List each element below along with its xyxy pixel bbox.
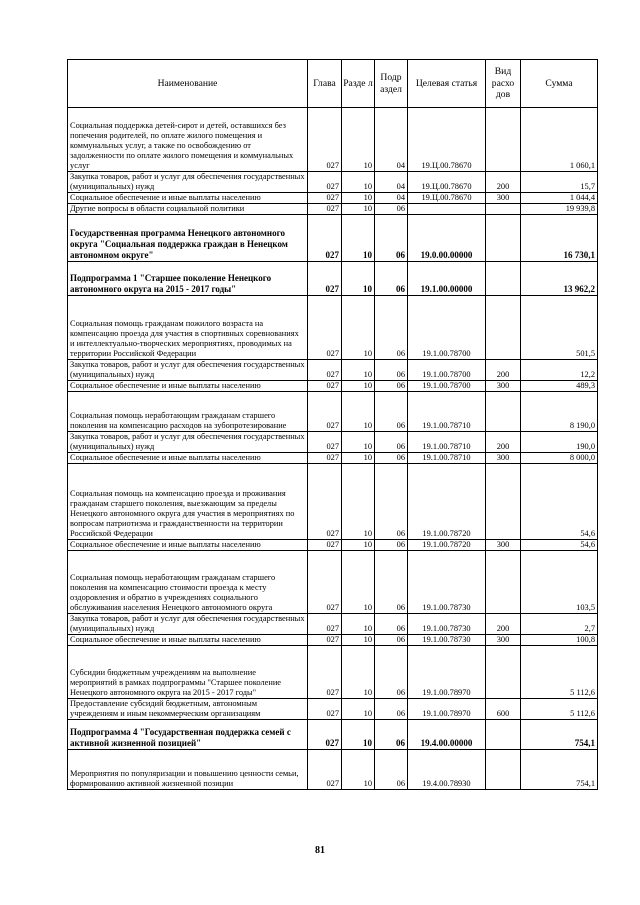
cell-name: Социальная помощь гражданам пожилого возраста на компенсацию проезда для участия в спортивных соревнованиях и интеллектуально-творческих мероприятиях, проводимых на территории Российской Федерации xyxy=(68,296,308,360)
cell-section: 10 xyxy=(342,296,375,360)
col-header-name: Наименование xyxy=(68,60,308,108)
cell-type: 200 xyxy=(486,432,521,453)
cell-target: 19.1.00.78970 xyxy=(408,699,486,720)
table-row xyxy=(68,699,598,720)
cell-subsection: 06 xyxy=(375,551,408,614)
cell-subsection: 06 xyxy=(375,646,408,699)
cell-sum: 754,1 xyxy=(521,750,598,790)
cell-target: 19.Ц.00.78670 xyxy=(408,172,486,193)
cell-subsection: 06 xyxy=(375,262,408,296)
col-header-subsection: Подр аздел xyxy=(375,60,408,108)
cell-chapter: 027 xyxy=(308,215,342,262)
cell-sum: 15,7 xyxy=(521,172,598,193)
cell-sum: 190,0 xyxy=(521,432,598,453)
cell-chapter: 027 xyxy=(308,108,342,172)
cell-sum: 8 190,0 xyxy=(521,392,598,432)
cell-subsection: 06 xyxy=(375,464,408,540)
table-row xyxy=(68,392,598,432)
cell-type: 300 xyxy=(486,193,521,204)
cell-sum: 103,5 xyxy=(521,551,598,614)
cell-subsection: 06 xyxy=(375,392,408,432)
cell-target: 19.4.00.78930 xyxy=(408,750,486,790)
cell-target: 19.Ц.00.78670 xyxy=(408,193,486,204)
cell-type xyxy=(486,750,521,790)
cell-subsection: 06 xyxy=(375,204,408,215)
cell-subsection: 06 xyxy=(375,453,408,464)
cell-type: 300 xyxy=(486,635,521,646)
cell-type: 300 xyxy=(486,381,521,392)
cell-name: Социальное обеспечение и иные выплаты населению xyxy=(68,540,308,551)
cell-type xyxy=(486,296,521,360)
cell-target: 19.4.00.00000 xyxy=(408,720,486,750)
cell-type: 200 xyxy=(486,360,521,381)
cell-type: 200 xyxy=(486,172,521,193)
cell-chapter: 027 xyxy=(308,381,342,392)
cell-subsection: 06 xyxy=(375,360,408,381)
table-row xyxy=(68,360,598,381)
cell-sum: 19 939,8 xyxy=(521,204,598,215)
col-header-type: Вид расхо дов xyxy=(486,60,521,108)
cell-name: Социальное обеспечение и иные выплаты населению xyxy=(68,193,308,204)
table-row xyxy=(68,453,598,464)
table-row xyxy=(68,720,598,750)
cell-name: Социальная помощь неработающим гражданам старшего поколения на компенсацию расходов на зубопротезирование xyxy=(68,392,308,432)
cell-sum: 5 112,6 xyxy=(521,699,598,720)
cell-target: 19.1.00.78700 xyxy=(408,360,486,381)
cell-type: 600 xyxy=(486,699,521,720)
cell-subsection: 06 xyxy=(375,381,408,392)
cell-section: 10 xyxy=(342,193,375,204)
cell-sum: 16 730,1 xyxy=(521,215,598,262)
cell-type xyxy=(486,464,521,540)
cell-target: 19.Ц.00.78670 xyxy=(408,108,486,172)
cell-type xyxy=(486,392,521,432)
cell-chapter: 027 xyxy=(308,360,342,381)
page-number: 81 xyxy=(315,845,325,856)
cell-type: 300 xyxy=(486,540,521,551)
cell-subsection: 04 xyxy=(375,172,408,193)
cell-chapter: 027 xyxy=(308,540,342,551)
cell-target: 19.1.00.78730 xyxy=(408,635,486,646)
cell-section: 10 xyxy=(342,172,375,193)
cell-name: Социальное обеспечение и иные выплаты населению xyxy=(68,635,308,646)
cell-sum: 8 000,0 xyxy=(521,453,598,464)
cell-name: Подпрограмма 4 "Государственная поддержка семей с активной жизненной позицией" xyxy=(68,720,308,750)
cell-name: Другие вопросы в области социальной политики xyxy=(68,204,308,215)
cell-subsection: 06 xyxy=(375,215,408,262)
table-row xyxy=(68,262,598,296)
cell-type xyxy=(486,108,521,172)
cell-sum: 12,2 xyxy=(521,360,598,381)
cell-name: Социальная помощь неработающим гражданам старшего поколения на компенсацию стоимости проезда к месту оздоровления и обратно в учреждениях социального обслуживания населения Ненецкого автономного округа xyxy=(68,551,308,614)
cell-section: 10 xyxy=(342,215,375,262)
cell-section: 10 xyxy=(342,720,375,750)
cell-target: 19.1.00.78720 xyxy=(408,540,486,551)
cell-chapter: 027 xyxy=(308,172,342,193)
cell-subsection: 04 xyxy=(375,108,408,172)
cell-chapter: 027 xyxy=(308,750,342,790)
cell-section: 10 xyxy=(342,360,375,381)
col-header-section: Разде л xyxy=(342,60,375,108)
col-header-target: Целевая статья xyxy=(408,60,486,108)
cell-target: 19.1.00.78710 xyxy=(408,453,486,464)
cell-subsection: 06 xyxy=(375,750,408,790)
table-row xyxy=(68,296,598,360)
cell-target: 19.1.00.78970 xyxy=(408,646,486,699)
cell-chapter: 027 xyxy=(308,635,342,646)
cell-target: 19.1.00.78710 xyxy=(408,392,486,432)
cell-section: 10 xyxy=(342,635,375,646)
cell-sum: 100,8 xyxy=(521,635,598,646)
table-row xyxy=(68,750,598,790)
cell-section: 10 xyxy=(342,432,375,453)
cell-name: Закупка товаров, работ и услуг для обеспечения государственных (муниципальных) нужд xyxy=(68,360,308,381)
cell-section: 10 xyxy=(342,614,375,635)
col-header-chapter: Глава xyxy=(308,60,342,108)
cell-section: 10 xyxy=(342,540,375,551)
cell-name: Закупка товаров, работ и услуг для обеспечения государственных (муниципальных) нужд xyxy=(68,614,308,635)
cell-subsection: 06 xyxy=(375,699,408,720)
cell-section: 10 xyxy=(342,699,375,720)
cell-sum: 754,1 xyxy=(521,720,598,750)
cell-type xyxy=(486,646,521,699)
cell-subsection: 06 xyxy=(375,635,408,646)
cell-sum: 1 060,1 xyxy=(521,108,598,172)
cell-section: 10 xyxy=(342,646,375,699)
cell-subsection: 06 xyxy=(375,540,408,551)
cell-target: 19.1.00.78730 xyxy=(408,614,486,635)
cell-chapter: 027 xyxy=(308,262,342,296)
col-header-sum: Сумма xyxy=(521,60,598,108)
cell-chapter: 027 xyxy=(308,193,342,204)
cell-name: Мероприятия по популяризации и повышению ценности семьи, формированию активной жизненной позиции xyxy=(68,750,308,790)
cell-target xyxy=(408,204,486,215)
table-row xyxy=(68,646,598,699)
cell-section: 10 xyxy=(342,381,375,392)
cell-sum: 489,3 xyxy=(521,381,598,392)
cell-target: 19.0.00.00000 xyxy=(408,215,486,262)
budget-table xyxy=(67,59,598,790)
cell-name: Закупка товаров, работ и услуг для обеспечения государственных (муниципальных) нужд xyxy=(68,432,308,453)
cell-section: 10 xyxy=(342,750,375,790)
table-row xyxy=(68,540,598,551)
cell-target: 19.1.00.78710 xyxy=(408,432,486,453)
cell-type xyxy=(486,551,521,614)
cell-name: Социальная поддержка детей-сирот и детей, оставшихся без попечения родителей, по оплате жилого помещения и коммунальных услуг, а также по освобождению от задолженности по оплате жилого помещения и коммунальных услуг xyxy=(68,108,308,172)
cell-target: 19.1.00.78700 xyxy=(408,296,486,360)
table-row xyxy=(68,464,598,540)
cell-chapter: 027 xyxy=(308,699,342,720)
table-row xyxy=(68,215,598,262)
cell-sum: 54,6 xyxy=(521,464,598,540)
cell-chapter: 027 xyxy=(308,720,342,750)
cell-name: Государственная программа Ненецкого автономного округа "Социальная поддержка граждан в Ненецком автономном округе" xyxy=(68,215,308,262)
cell-chapter: 027 xyxy=(308,392,342,432)
cell-section: 10 xyxy=(342,204,375,215)
cell-type xyxy=(486,215,521,262)
cell-sum: 501,5 xyxy=(521,296,598,360)
cell-target: 19.1.00.78700 xyxy=(408,381,486,392)
table-row xyxy=(68,108,598,172)
table-row xyxy=(68,172,598,193)
cell-name: Социальное обеспечение и иные выплаты населению xyxy=(68,381,308,392)
cell-name: Подпрограмма 1 "Старшее поколение Ненецкого автономного округа на 2015 - 2017 годы" xyxy=(68,262,308,296)
cell-sum: 13 962,2 xyxy=(521,262,598,296)
cell-section: 10 xyxy=(342,453,375,464)
cell-section: 10 xyxy=(342,464,375,540)
cell-chapter: 027 xyxy=(308,453,342,464)
cell-type: 300 xyxy=(486,453,521,464)
cell-sum: 5 112,6 xyxy=(521,646,598,699)
cell-name: Предоставление субсидий бюджетным, автономным учреждениям и иным некоммерческим организациям xyxy=(68,699,308,720)
cell-sum: 54,6 xyxy=(521,540,598,551)
cell-chapter: 027 xyxy=(308,296,342,360)
cell-target: 19.1.00.78720 xyxy=(408,464,486,540)
cell-section: 10 xyxy=(342,262,375,296)
cell-type xyxy=(486,262,521,296)
cell-subsection: 06 xyxy=(375,720,408,750)
cell-target: 19.1.00.78730 xyxy=(408,551,486,614)
cell-subsection: 06 xyxy=(375,296,408,360)
table-row xyxy=(68,551,598,614)
table-row xyxy=(68,635,598,646)
cell-sum: 2,7 xyxy=(521,614,598,635)
cell-section: 10 xyxy=(342,392,375,432)
cell-chapter: 027 xyxy=(308,464,342,540)
cell-sum: 1 044,4 xyxy=(521,193,598,204)
table-row xyxy=(68,204,598,215)
cell-name: Закупка товаров, работ и услуг для обеспечения государственных (муниципальных) нужд xyxy=(68,172,308,193)
cell-chapter: 027 xyxy=(308,551,342,614)
cell-chapter: 027 xyxy=(308,432,342,453)
table-row xyxy=(68,193,598,204)
table-row xyxy=(68,381,598,392)
table-row xyxy=(68,432,598,453)
cell-section: 10 xyxy=(342,108,375,172)
table-header-row xyxy=(68,60,598,108)
cell-name: Социальная помощь на компенсацию проезда и проживания гражданам старшего поколения, выезжающим за пределы Ненецкого автономного округа для участия в мероприятиях по вопросам патриотизма и гражданственности на территории Российской Федерации xyxy=(68,464,308,540)
table-row xyxy=(68,614,598,635)
cell-type xyxy=(486,204,521,215)
cell-chapter: 027 xyxy=(308,204,342,215)
cell-chapter: 027 xyxy=(308,646,342,699)
cell-section: 10 xyxy=(342,551,375,614)
cell-name: Субсидии бюджетным учреждениям на выполнение мероприятий в рамках подпрограммы "Старшее поколение Ненецкого автономного округа на 2015 - 2017 годы" xyxy=(68,646,308,699)
cell-type xyxy=(486,720,521,750)
cell-subsection: 04 xyxy=(375,193,408,204)
cell-type: 200 xyxy=(486,614,521,635)
cell-subsection: 06 xyxy=(375,614,408,635)
cell-chapter: 027 xyxy=(308,614,342,635)
cell-name: Социальное обеспечение и иные выплаты населению xyxy=(68,453,308,464)
cell-target: 19.1.00.00000 xyxy=(408,262,486,296)
cell-subsection: 06 xyxy=(375,432,408,453)
